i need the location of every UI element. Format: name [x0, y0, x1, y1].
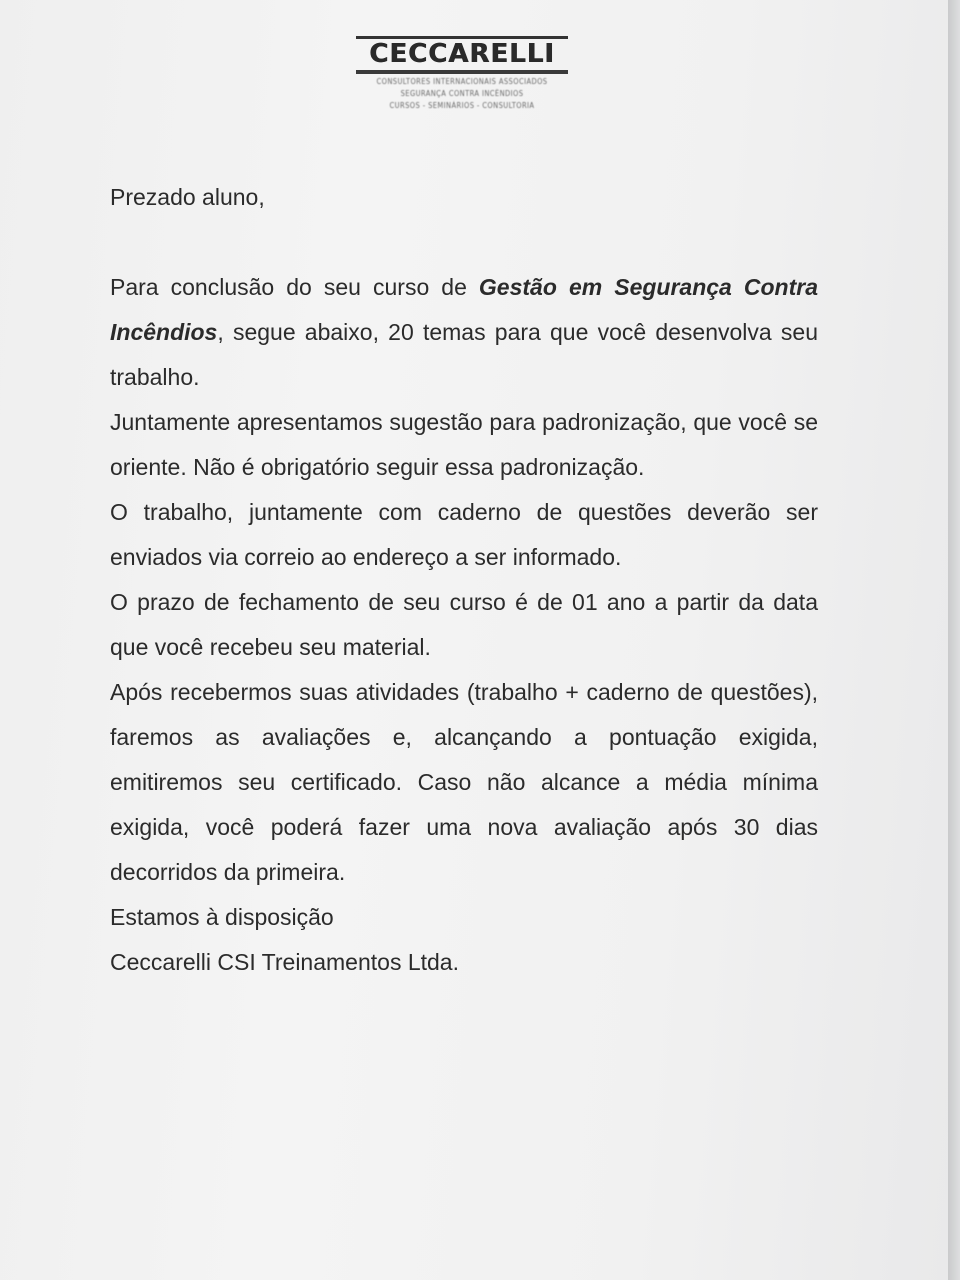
signature: Ceccarelli CSI Treinamentos Ltda. — [110, 949, 459, 975]
letterhead-logo — [356, 36, 568, 112]
paragraph-course — [110, 265, 818, 400]
paragraph-course-rest: , segue abaixo, 20 temas para que você desenvolva seu trabalho. — [110, 319, 818, 390]
background-edge — [948, 0, 960, 1280]
paragraph-standardization: Juntamente apresentamos sugestão para padronização, que você se oriente. Não é obrigatório seguir essa padronização. — [110, 409, 818, 480]
paragraph-deadline: O prazo de fechamento de seu curso é de 01 ano a partir da data que você recebeu seu material. — [110, 589, 818, 660]
letterhead-tagline-2: SEGURANÇA CONTRA INCÊNDIOS — [400, 89, 524, 98]
greeting: Prezado aluno, — [110, 184, 265, 210]
closing-line: Estamos à disposição — [110, 904, 334, 930]
letter-body — [110, 175, 818, 985]
letterhead-tagline-1: CONSULTORES INTERNACIONAIS ASSOCIADOS — [376, 77, 548, 86]
paragraph-evaluation: Após recebermos suas atividades (trabalho + caderno de questões), faremos as avaliações e, alcançando a pontuação exigida, emitiremos seu certificado. Caso não alcance a média mínima exigida, você poderá fazer uma nova avaliação após 30 dias decorridos da primeira. — [110, 679, 818, 885]
course-name: Gestão em Segurança Contra Incêndios — [110, 274, 818, 345]
brand-underline — [356, 70, 568, 74]
letterhead-tagline-3: CURSOS - SEMINÁRIOS - CONSULTORIA — [389, 101, 535, 110]
paragraph-submission: O trabalho, juntamente com caderno de questões deverão ser enviados via correio ao endereço a ser informado. — [110, 499, 818, 570]
paragraph-course-intro: Para conclusão do seu curso de — [110, 274, 479, 300]
brand-name: CECCARELLI — [356, 36, 568, 69]
